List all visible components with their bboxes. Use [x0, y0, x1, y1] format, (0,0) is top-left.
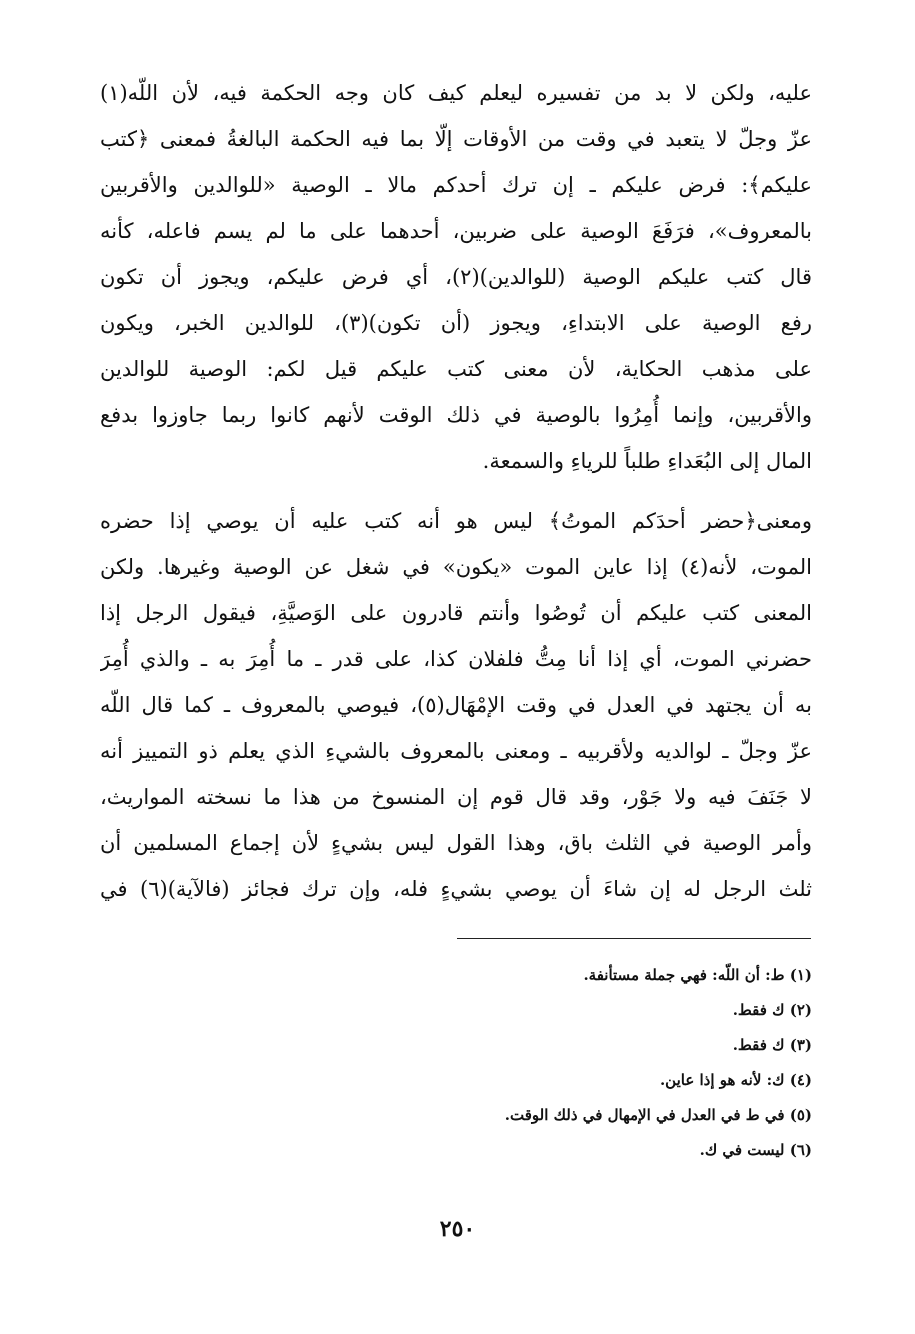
text-line: المال إلى البُعَداءِ طلباً للرياءِ والسمعة. [482, 449, 812, 473]
text-line: ومعنى﴿حضر أحدَكم الموتُ﴾ ليس هو أنه كتب عليه أن يوصي إذا حضره [100, 509, 812, 533]
text-line: ثلث الرجل له إن شاءَ أن يوصي بشيءٍ فله، وإن ترك فجائز (فالآية)(٦) في [100, 877, 812, 901]
footnote: (٢) ك فقط. [732, 1001, 812, 1019]
text-line: حضرني الموت، أي إذا أنا مِتُّ فلفلان كذا، على قدر ـ ما أُمِرَ به ـ والذي أُمِرَ [100, 647, 812, 671]
text-line: عزّ وجلّ ـ لوالديه ولأقربيه ـ ومعنى بالمعروف بالشيءِ الذي يعلم ذو التمييز أنه [100, 739, 812, 763]
text-line: الموت، لأنه(٤) إذا عاين الموت «يكون» في شغل عن الوصية وغيرها. ولكن [100, 555, 812, 579]
paragraph-gap [100, 484, 812, 498]
footnote: (١) ط: أن اللّه: فهي جملة مستأنفة. [583, 966, 812, 984]
text-line: به أن يجتهد في العدل في وقت الإمْهَال(٥)، فيوصي بالمعروف ـ كما قال اللّه [100, 693, 812, 717]
text-line: بالمعروف»، فرَفَعَ الوصية على ضربين، أحدهما على ما لم يسم فاعله، كأنه [100, 219, 812, 243]
text-line: عليكم﴾: فرض عليكم ـ إن ترك أحدكم مالا ـ الوصية «للوالدين والأقربين [100, 173, 812, 197]
footnote: (٦) ليست في ك. [699, 1141, 812, 1159]
main-text [100, 70, 812, 912]
text-line: رفع الوصية على الابتداءِ، ويجوز (أن تكون)(٣)، للوالدين الخبر، ويكون [100, 311, 812, 335]
footnote: (٥) في ط في العدل في الإمهال في ذلك الوقت. [504, 1106, 812, 1124]
text-line: عزّ وجلّ لا يتعبد في وقت من الأوقات إلّا بما فيه الحكمة البالغةُ فمعنى ﴿كتب [100, 127, 812, 151]
text-line: على مذهب الحكاية، لأن معنى كتب عليكم قيل لكم: الوصية للوالدين [100, 357, 812, 381]
footnote: (٤) ك: لأنه هو إذا عاين. [659, 1071, 812, 1089]
text-line: المعنى كتب عليكم أن تُوصُوا وأنتم قادرون على الوَصيَّةِ، فيقول الرجل إذا [100, 601, 812, 625]
text-line: قال كتب عليكم الوصية (للوالدين)(٢)، أي فرض عليكم، ويجوز أن تكون [100, 265, 812, 289]
text-line: وأمر الوصية في الثلث باق، وهذا القول ليس بشيءٍ لأن إجماع المسلمين أن [100, 831, 812, 855]
footnotes [300, 958, 812, 1168]
footnote-separator [457, 938, 811, 939]
text-line: والأقربين، وإنما أُمِرُوا بالوصية في ذلك الوقت لأنهم كانوا ربما جاوزوا بدفع [100, 403, 812, 427]
text-line: لا جَنَفَ فيه ولا جَوْر، وقد قال قوم إن المنسوخ من هذا ما نسخته المواريث، [100, 785, 812, 809]
footnote: (٣) ك فقط. [732, 1036, 812, 1054]
page-number: ٢٥٠ [439, 1216, 476, 1242]
text-line: عليه، ولكن لا بد من تفسيره ليعلم كيف كان وجه الحكمة فيه، لأن اللّه(١) [100, 81, 812, 105]
